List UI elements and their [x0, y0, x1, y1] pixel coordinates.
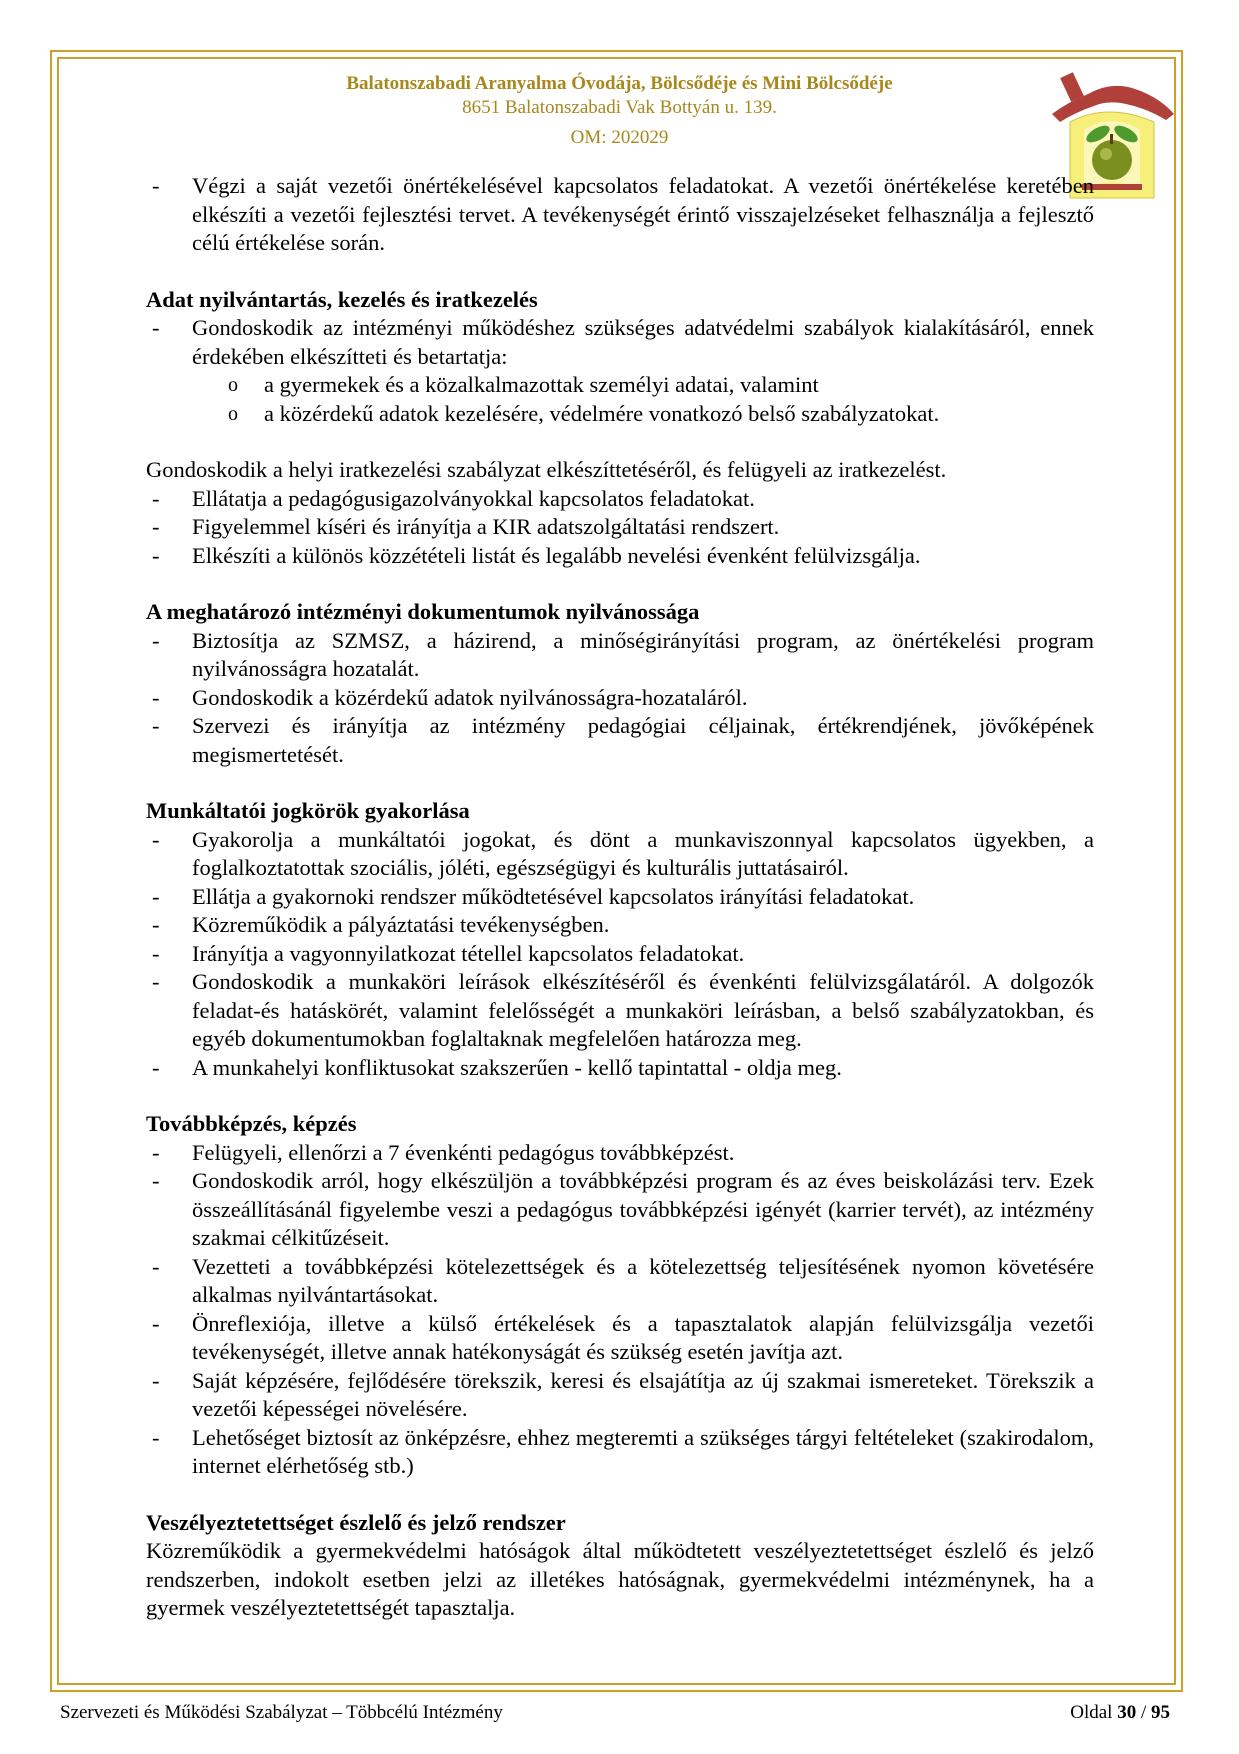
sub-list-item	[146, 371, 1094, 400]
dash-bullet: -	[152, 514, 160, 539]
list-item	[146, 883, 1094, 912]
page-label: Oldal	[1070, 1702, 1113, 1723]
dash-bullet: -	[152, 1310, 160, 1336]
sub-list-item-text: a közérdekű adatok kezelésére, védelmére vonatkozó belső szabályzatokat.	[264, 400, 940, 426]
dash-bullet: -	[152, 713, 160, 738]
page-current: 30	[1117, 1702, 1137, 1723]
dash-bullet: -	[152, 173, 160, 198]
list-item	[146, 940, 1094, 969]
dash-bullet: -	[152, 883, 160, 909]
dash-bullet: -	[152, 1054, 160, 1080]
list-item	[146, 485, 1094, 514]
circle-bullet: o	[228, 402, 238, 425]
list-item	[146, 1054, 1094, 1083]
list-item	[146, 826, 1094, 883]
dash-bullet: -	[152, 940, 160, 966]
section-heading-dokumentumok: A meghatározó intézményi dokumentumok nyilvánossága	[146, 599, 700, 624]
section-heading-adat: Adat nyilvántartás, kezelés és iratkezelés	[146, 286, 538, 312]
list-item	[146, 314, 1094, 371]
list-item-text: Lehetőséget biztosít az önképzésre, ehhez megteremti a szükséges tárgyi feltételeket (szakirodalom, internet elérhetőség stb.)	[192, 1424, 1094, 1478]
list-item-text: Közreműködik a pályáztatási tevékenységben.	[192, 912, 610, 937]
page-total: 95	[1151, 1702, 1170, 1723]
list-item	[146, 1253, 1094, 1310]
sub-list-item	[146, 400, 1094, 429]
dash-bullet: -	[152, 542, 160, 568]
page-separator: /	[1140, 1702, 1147, 1723]
list-item-text: Biztosítja az SZMSZ, a házirend, a minőségirányítási program, az önértékelési program nyilvánosságra hozatalát.	[192, 627, 1094, 681]
list-item-text: Felügyeli, ellenőrzi a 7 évenkénti pedagógus továbbképzést.	[192, 1139, 735, 1165]
section-heading-munkaltatoi: Munkáltatói jogkörök gyakorlása	[146, 798, 470, 823]
list-item-text: Ellátja a gyakornoki rendszer működtetésével kapcsolatos irányítási feladatokat.	[192, 883, 915, 909]
list-item	[146, 684, 1094, 713]
paragraph-jelzorendszer: Közreműködik a gyermekvédelmi hatóságok által működtetett veszélyeztetettséget észlelő és jelző rendszerben, indokolt esetben jelzi az illetékes hatóságnak, gyermekvédelmi intézménynek, ha a gyermek veszélyeztetettségét tapasztalja.	[146, 1538, 1094, 1620]
list-item	[146, 1310, 1094, 1367]
list-item	[146, 1424, 1094, 1481]
list-item	[146, 172, 1094, 258]
dash-bullet: -	[152, 684, 160, 710]
circle-bullet: o	[228, 374, 238, 396]
list-item	[146, 1167, 1094, 1253]
section-heading-veszelyeztetettseg: Veszélyeztetettséget észlelő és jelző rendszer	[146, 1509, 566, 1535]
dash-bullet: -	[152, 1139, 160, 1165]
list-item-text: Saját képzésére, fejlődésére törekszik, keresi és elsajátítja az új szakmai ismereteket. Törekszik a vezetői képességei növelésére.	[192, 1367, 1094, 1421]
page-content	[146, 172, 1094, 1623]
page-number	[1070, 1702, 1170, 1724]
list-item	[146, 911, 1094, 940]
om-identifier: OM: 202029	[570, 127, 669, 148]
list-item-text: Ellátatja a pedagógusigazolványokkal kapcsolatos feladatokat.	[192, 485, 755, 511]
list-item-text: Figyelemmel kíséri és irányítja a KIR adatszolgáltatási rendszert.	[192, 514, 780, 539]
list-item	[146, 712, 1094, 769]
list-item	[146, 968, 1094, 1054]
list-item-text: Önreflexiója, illetve a külső értékelések és a tapasztalatok alapján felülvizsgálja vezetői tevékenységét, illetve annak hatékonyságát és szükség esetén javítja azt.	[192, 1310, 1094, 1364]
institution-address: 8651 Balatonszabadi Vak Bottyán u. 139.	[462, 97, 777, 118]
dash-bullet: -	[152, 1424, 160, 1450]
list-item-text: Irányítja a vagyonnyilatkozat tétellel kapcsolatos feladatokat.	[192, 940, 745, 966]
list-item-text: Gondoskodik a munkaköri leírások elkészítéséről és évenkénti felülvizsgálatáról. A dolgozók feladat-és hatáskörét, valamint felelősségét a munkaköri leírásban, a belső szabályzatokban, és egyéb dokumentumokban foglaltaknak megfelelően határozza meg.	[192, 969, 1094, 1051]
list-item	[146, 513, 1094, 542]
dash-bullet: -	[152, 485, 160, 511]
list-item-text: Gondoskodik az intézményi működéshez szükséges adatvédelmi szabályok kialakításáról, ennek érdekében elkészítteti és betartatja:	[192, 315, 1094, 369]
dash-bullet: -	[152, 315, 160, 340]
list-item-text: Gondoskodik arról, hogy elkészüljön a továbbképzési program és az éves beiskolázási terv. Ezek összeállításánál figyelembe veszi a pedagógus továbbképzési igényét (karrier tervét), az intézmény szakmai célkitűzéseit.	[192, 1168, 1094, 1250]
paragraph-iratkezeles: Gondoskodik a helyi iratkezelési szabályzat elkészíttetéséről, és felügyeli az iratkezelést.	[146, 457, 947, 482]
list-item-text: Vezetteti a továbbképzési kötelezettségek és a kötelezettség teljesítésének nyomon követésére alkalmas nyilvántartásokat.	[192, 1253, 1094, 1307]
list-item-text: Gondoskodik a közérdekű adatok nyilvánosságra-hozataláról.	[192, 684, 748, 710]
list-item	[146, 1139, 1094, 1168]
dash-bullet: -	[152, 1253, 160, 1279]
document-title: Szervezeti és Működési Szabályzat – Többcélú Intézmény	[60, 1702, 503, 1723]
list-item-text: Szervezi és irányítja az intézmény pedagógiai céljainak, értékrendjének, jövőképének megismertetését.	[192, 713, 1094, 767]
institution-name: Balatonszabadi Aranyalma Óvodája, Bölcsődéje és Mini Bölcsődéje	[346, 73, 893, 94]
list-item-text: A munkahelyi konfliktusokat szakszerűen - kellő tapintattal - oldja meg.	[192, 1054, 842, 1080]
list-item-text: Elkészíti a különös közzétételi listát és legalább nevelési évenként felülvizsgálja.	[192, 542, 921, 568]
dash-bullet: -	[152, 627, 160, 653]
list-item	[146, 542, 1094, 571]
dash-bullet: -	[152, 1168, 160, 1193]
dash-bullet: -	[152, 969, 160, 994]
list-item-text: Végzi a saját vezetői önértékelésével kapcsolatos feladatokat. A vezetői önértékelése keretében elkészíti a vezetői fejlesztési tervet. A tevékenységét érintő visszajelzéseket felhasználja a fejlesztő célú értékelése során.	[192, 173, 1094, 255]
dash-bullet: -	[152, 912, 160, 937]
list-item	[146, 627, 1094, 684]
dash-bullet: -	[152, 826, 160, 852]
dash-bullet: -	[152, 1367, 160, 1393]
section-heading-tovabbkepzes: Továbbképzés, képzés	[146, 1111, 357, 1136]
list-item	[146, 1367, 1094, 1424]
sub-list-item-text: a gyermekek és a közalkalmazottak személyi adatai, valamint	[264, 372, 819, 397]
list-item-text: Gyakorolja a munkáltatói jogokat, és dönt a munkaviszonnyal kapcsolatos ügyekben, a foglalkoztatottak szociális, jóléti, egészségügyi és kulturális juttatásairól.	[192, 826, 1094, 880]
